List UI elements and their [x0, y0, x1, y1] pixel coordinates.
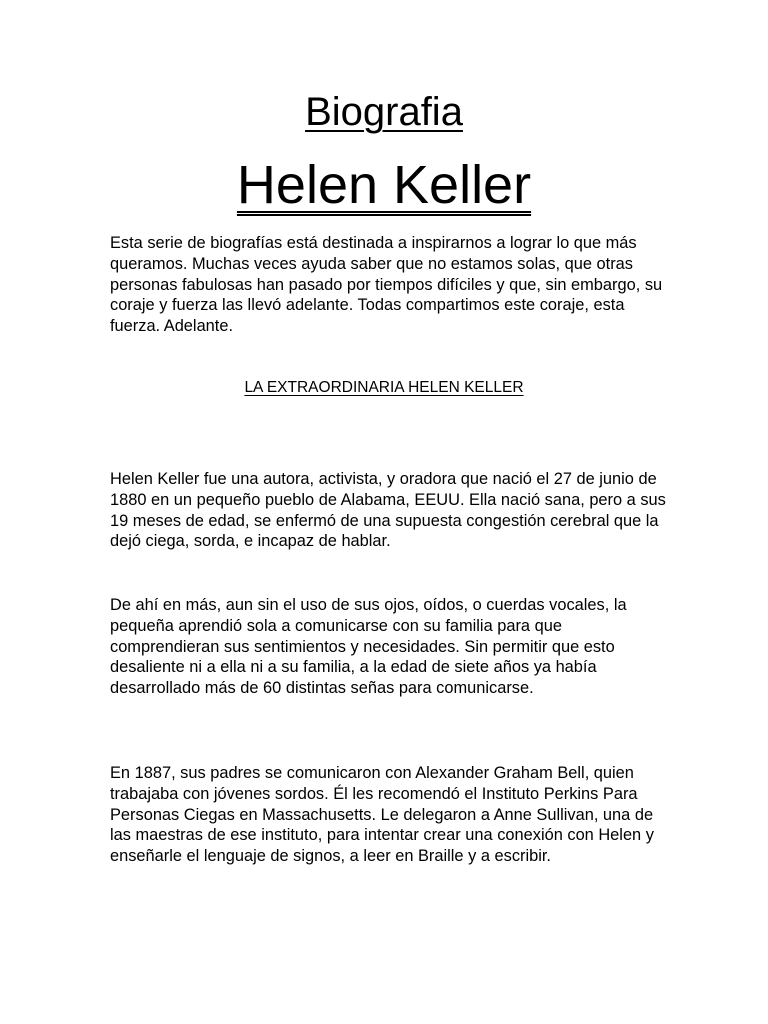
- body-paragraph-2: De ahí en más, aun sin el uso de sus ojos, oídos, o cuerdas vocales, la pequeña aprendió sola a comunicarse con su familia para que comprendieran sus sentimientos y necesidades. Sin permitir que esto desaliente ni a ella ni a su familia, a la edad de siete años ya había desarrollado más de 60 distintas señas para comunicarse.: [110, 596, 627, 698]
- intro-paragraph: Esta serie de biografías está destinada a inspirarnos a lograr lo que más queramos. Muchas veces ayuda saber que no estamos solas, que otras personas fabulosas han pasado por tiempos difíciles y que, sin embargo, su coraje y fuerza las llevó adelante. Todas compartimos este coraje, esta fuerza. Adelante.: [110, 234, 663, 336]
- document-title: Helen Keller: [236, 155, 532, 215]
- body-paragraph-3: En 1887, sus padres se comunicaron con Alexander Graham Bell, quien trabajaba con jóvenes sordos. Él les recomendó el Instituto Perkins Para Personas Ciegas en Massachusetts. Le delegaron a Anne Sullivan, una de las maestras de ese instituto, para intentar crear una conexión con Helen y enseñarle el lenguaje de signos, a leer en Braille y a escribir.: [110, 764, 654, 866]
- document-heading-biografia: Biografia: [305, 90, 463, 134]
- body-paragraph-1: Helen Keller fue una autora, activista, y oradora que nació el 27 de junio de 1880 en un pequeño pueblo de Alabama, EEUU. Ella nació sana, pero a sus 19 meses de edad, se enfermó de una supuesta congestión cerebral que la dejó ciega, sorda, e incapaz de hablar.: [110, 470, 666, 551]
- section-title: LA EXTRAORDINARIA HELEN KELLER: [244, 379, 524, 396]
